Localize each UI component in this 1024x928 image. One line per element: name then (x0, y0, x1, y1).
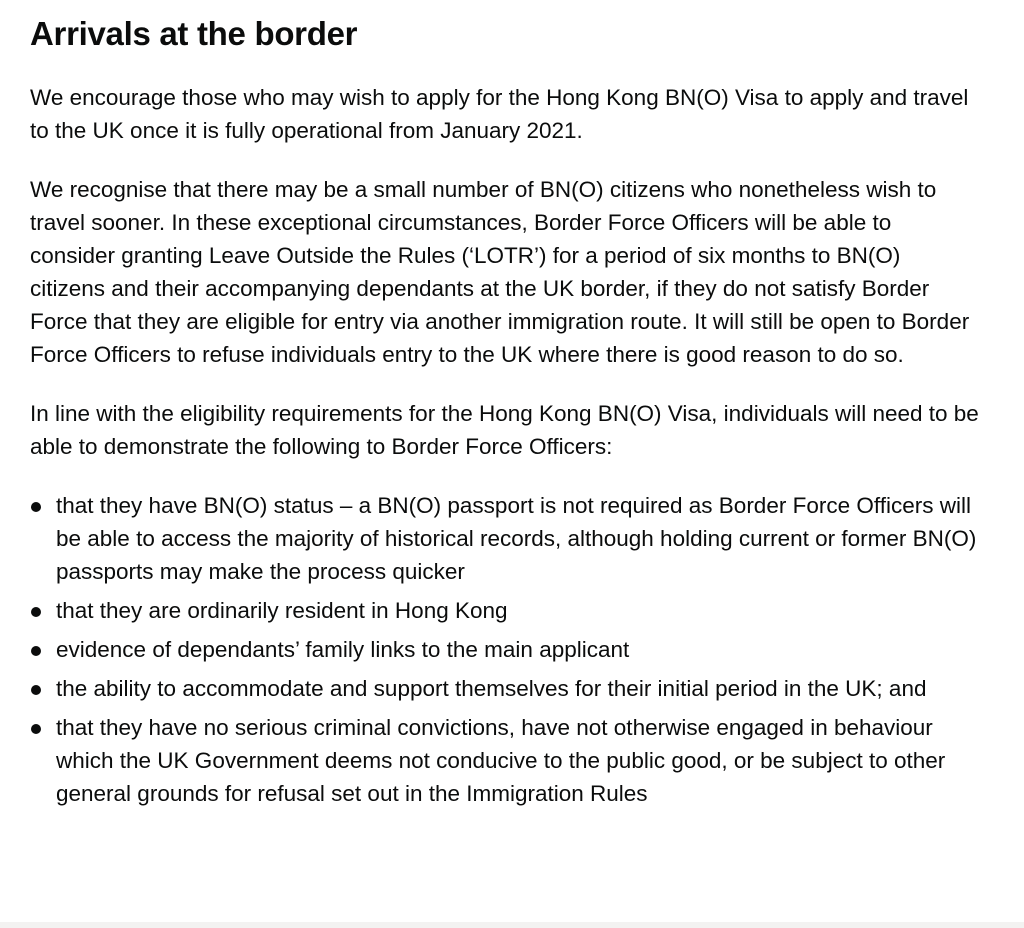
bullet-icon (31, 685, 41, 695)
list-item-text: that they have no serious criminal convictions, have not otherwise engaged in behaviour which the UK Government deems not conducive to the public good, or be subject to other general grounds for refusal set out in the Immigration Rules (56, 715, 946, 806)
bullet-icon (31, 724, 41, 734)
list-item (30, 594, 980, 627)
list-item-text: that they are ordinarily resident in Hong Kong (56, 598, 508, 623)
list-item-text: evidence of dependants’ family links to the main applicant (56, 637, 630, 662)
exceptional-circumstances-paragraph: We recognise that there may be a small number of BN(O) citizens who nonetheless wish to travel sooner. In these exceptional circumstances, Border Force Officers will be able to consider granting Leave Outside the Rules (‘LOTR’) for a period of six months to BN(O) citizens and their accompanying dependants at the UK border, if they do not satisfy Border Force that they are eligible for entry via another immigration route. It will still be open to Border Force Officers to refuse individuals entry to the UK where there is good reason to do so. (30, 177, 970, 367)
list-item-text: that they have BN(O) status – a BN(O) passport is not required as Border Force Officers will be able to access the majority of historical records, although holding current or former BN(O) passports may make the process quicker (56, 493, 977, 584)
list-item (30, 672, 980, 705)
page-bottom-divider (0, 922, 1024, 928)
list-item (30, 711, 980, 810)
list-item (30, 489, 980, 588)
bullet-icon (31, 502, 41, 512)
list-item-text: the ability to accommodate and support themselves for their initial period in the UK; and (56, 676, 927, 701)
bullet-icon (31, 646, 41, 656)
list-item (30, 633, 980, 666)
eligibility-paragraph: In line with the eligibility requirements for the Hong Kong BN(O) Visa, individuals will need to be able to demonstrate the following to Border Force Officers: (30, 401, 979, 459)
intro-paragraph: We encourage those who may wish to apply for the Hong Kong BN(O) Visa to apply and travel to the UK once it is fully operational from January 2021. (30, 85, 969, 143)
article-content (30, 10, 980, 816)
section-heading: Arrivals at the border (30, 15, 358, 52)
bullet-icon (31, 607, 41, 617)
requirements-list (30, 489, 980, 810)
